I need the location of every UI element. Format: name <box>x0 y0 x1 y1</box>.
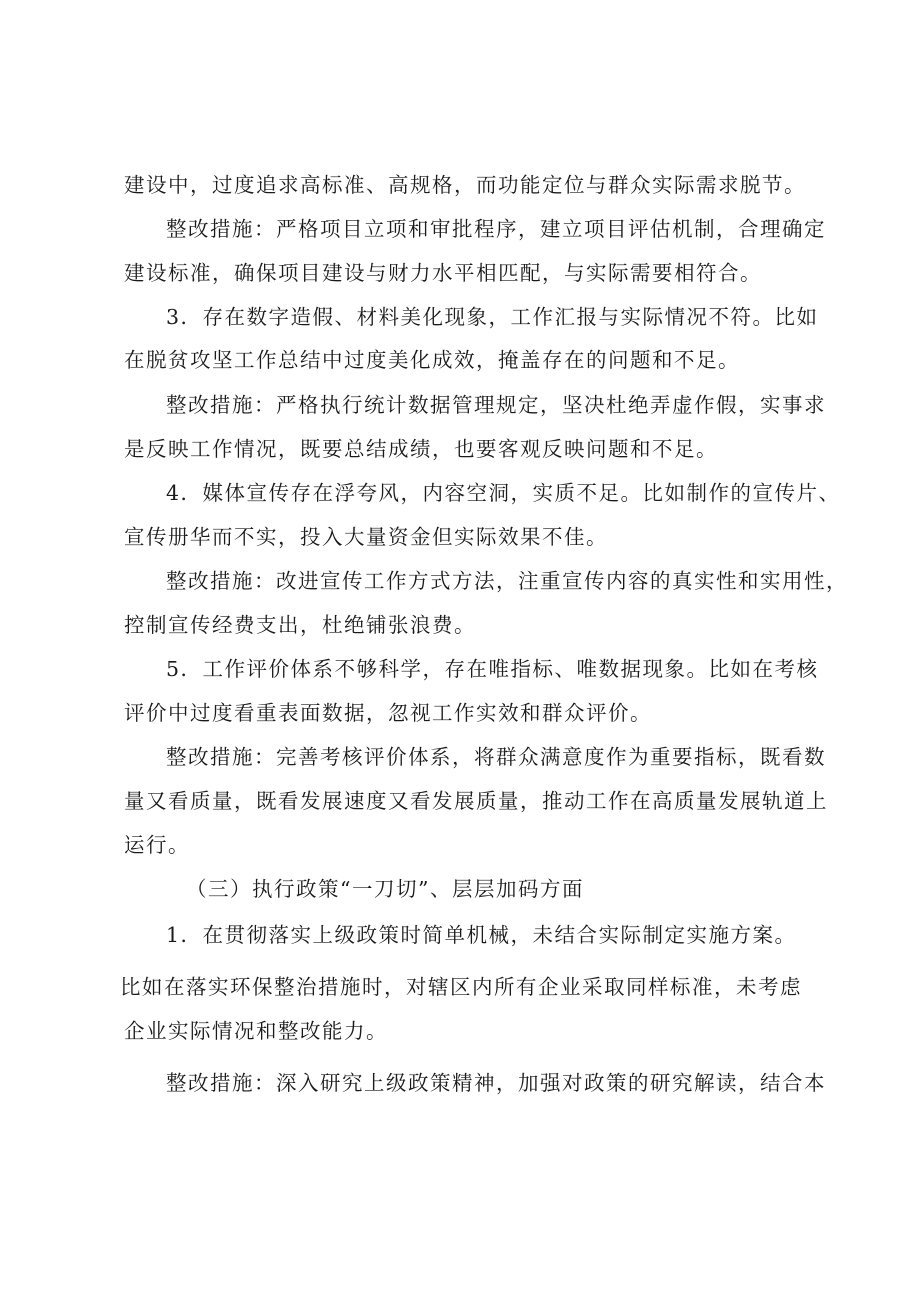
paragraph-line: 企业实际情况和整改能力。 <box>124 1019 388 1043</box>
paragraph-line: 评价中过度看重表面数据，忽视工作实效和群众评价。 <box>124 701 652 725</box>
section-heading: （三）执行政策“一刀切”、层层加码方面 <box>186 877 584 901</box>
paragraph-line: 整改措施：严格执行统计数据管理规定，坚决杜绝弄虚作假，实事求 <box>166 393 826 417</box>
paragraph-line: 整改措施：严格项目立项和审批程序，建立项目评估机制，合理确定 <box>166 217 826 241</box>
list-item-1: 1．在贯彻落实上级政策时简单机械，未结合实际制定实施方案。 <box>166 923 797 947</box>
paragraph-line: 量又看质量，既看发展速度又看发展质量，推动工作在高质量发展轨道上 <box>124 789 828 813</box>
paragraph-line: 比如在落实环保整治措施时，对辖区内所有企业采取同样标准，未考虑 <box>120 975 802 999</box>
paragraph-line: 建设中，过度追求高标准、高规格，而功能定位与群众实际需求脱节。 <box>124 173 806 197</box>
paragraph-line: 是反映工作情况，既要总结成绩，也要客观反映问题和不足。 <box>124 437 718 461</box>
paragraph-line: 整改措施：深入研究上级政策精神，加强对政策的研究解读，结合本 <box>166 1071 826 1095</box>
list-item-5: 5．工作评价体系不够科学，存在唯指标、唯数据现象。比如在考核 <box>166 657 819 681</box>
list-item-4: 4．媒体宣传存在浮夸风，内容空洞，实质不足。比如制作的宣传片、 <box>166 481 841 505</box>
paragraph-line: 宣传册华而不实，投入大量资金但实际效果不佳。 <box>124 525 608 549</box>
list-item-3: 3．存在数字造假、材料美化现象，工作汇报与实际情况不符。比如 <box>166 305 819 329</box>
paragraph-line: 整改措施：改进宣传工作方式方法，注重宣传内容的真实性和实用性， <box>166 569 848 593</box>
paragraph-line: 运行。 <box>124 833 190 857</box>
paragraph-line: 建设标准，确保项目建设与财力水平相匹配，与实际需要相符合。 <box>124 261 762 285</box>
paragraph-line: 整改措施：完善考核评价体系，将群众满意度作为重要指标，既看数 <box>166 745 826 769</box>
paragraph-line: 控制宣传经费支出，杜绝铺张浪费。 <box>124 613 476 637</box>
paragraph-line: 在脱贫攻坚工作总结中过度美化成效，掩盖存在的问题和不足。 <box>124 348 740 372</box>
